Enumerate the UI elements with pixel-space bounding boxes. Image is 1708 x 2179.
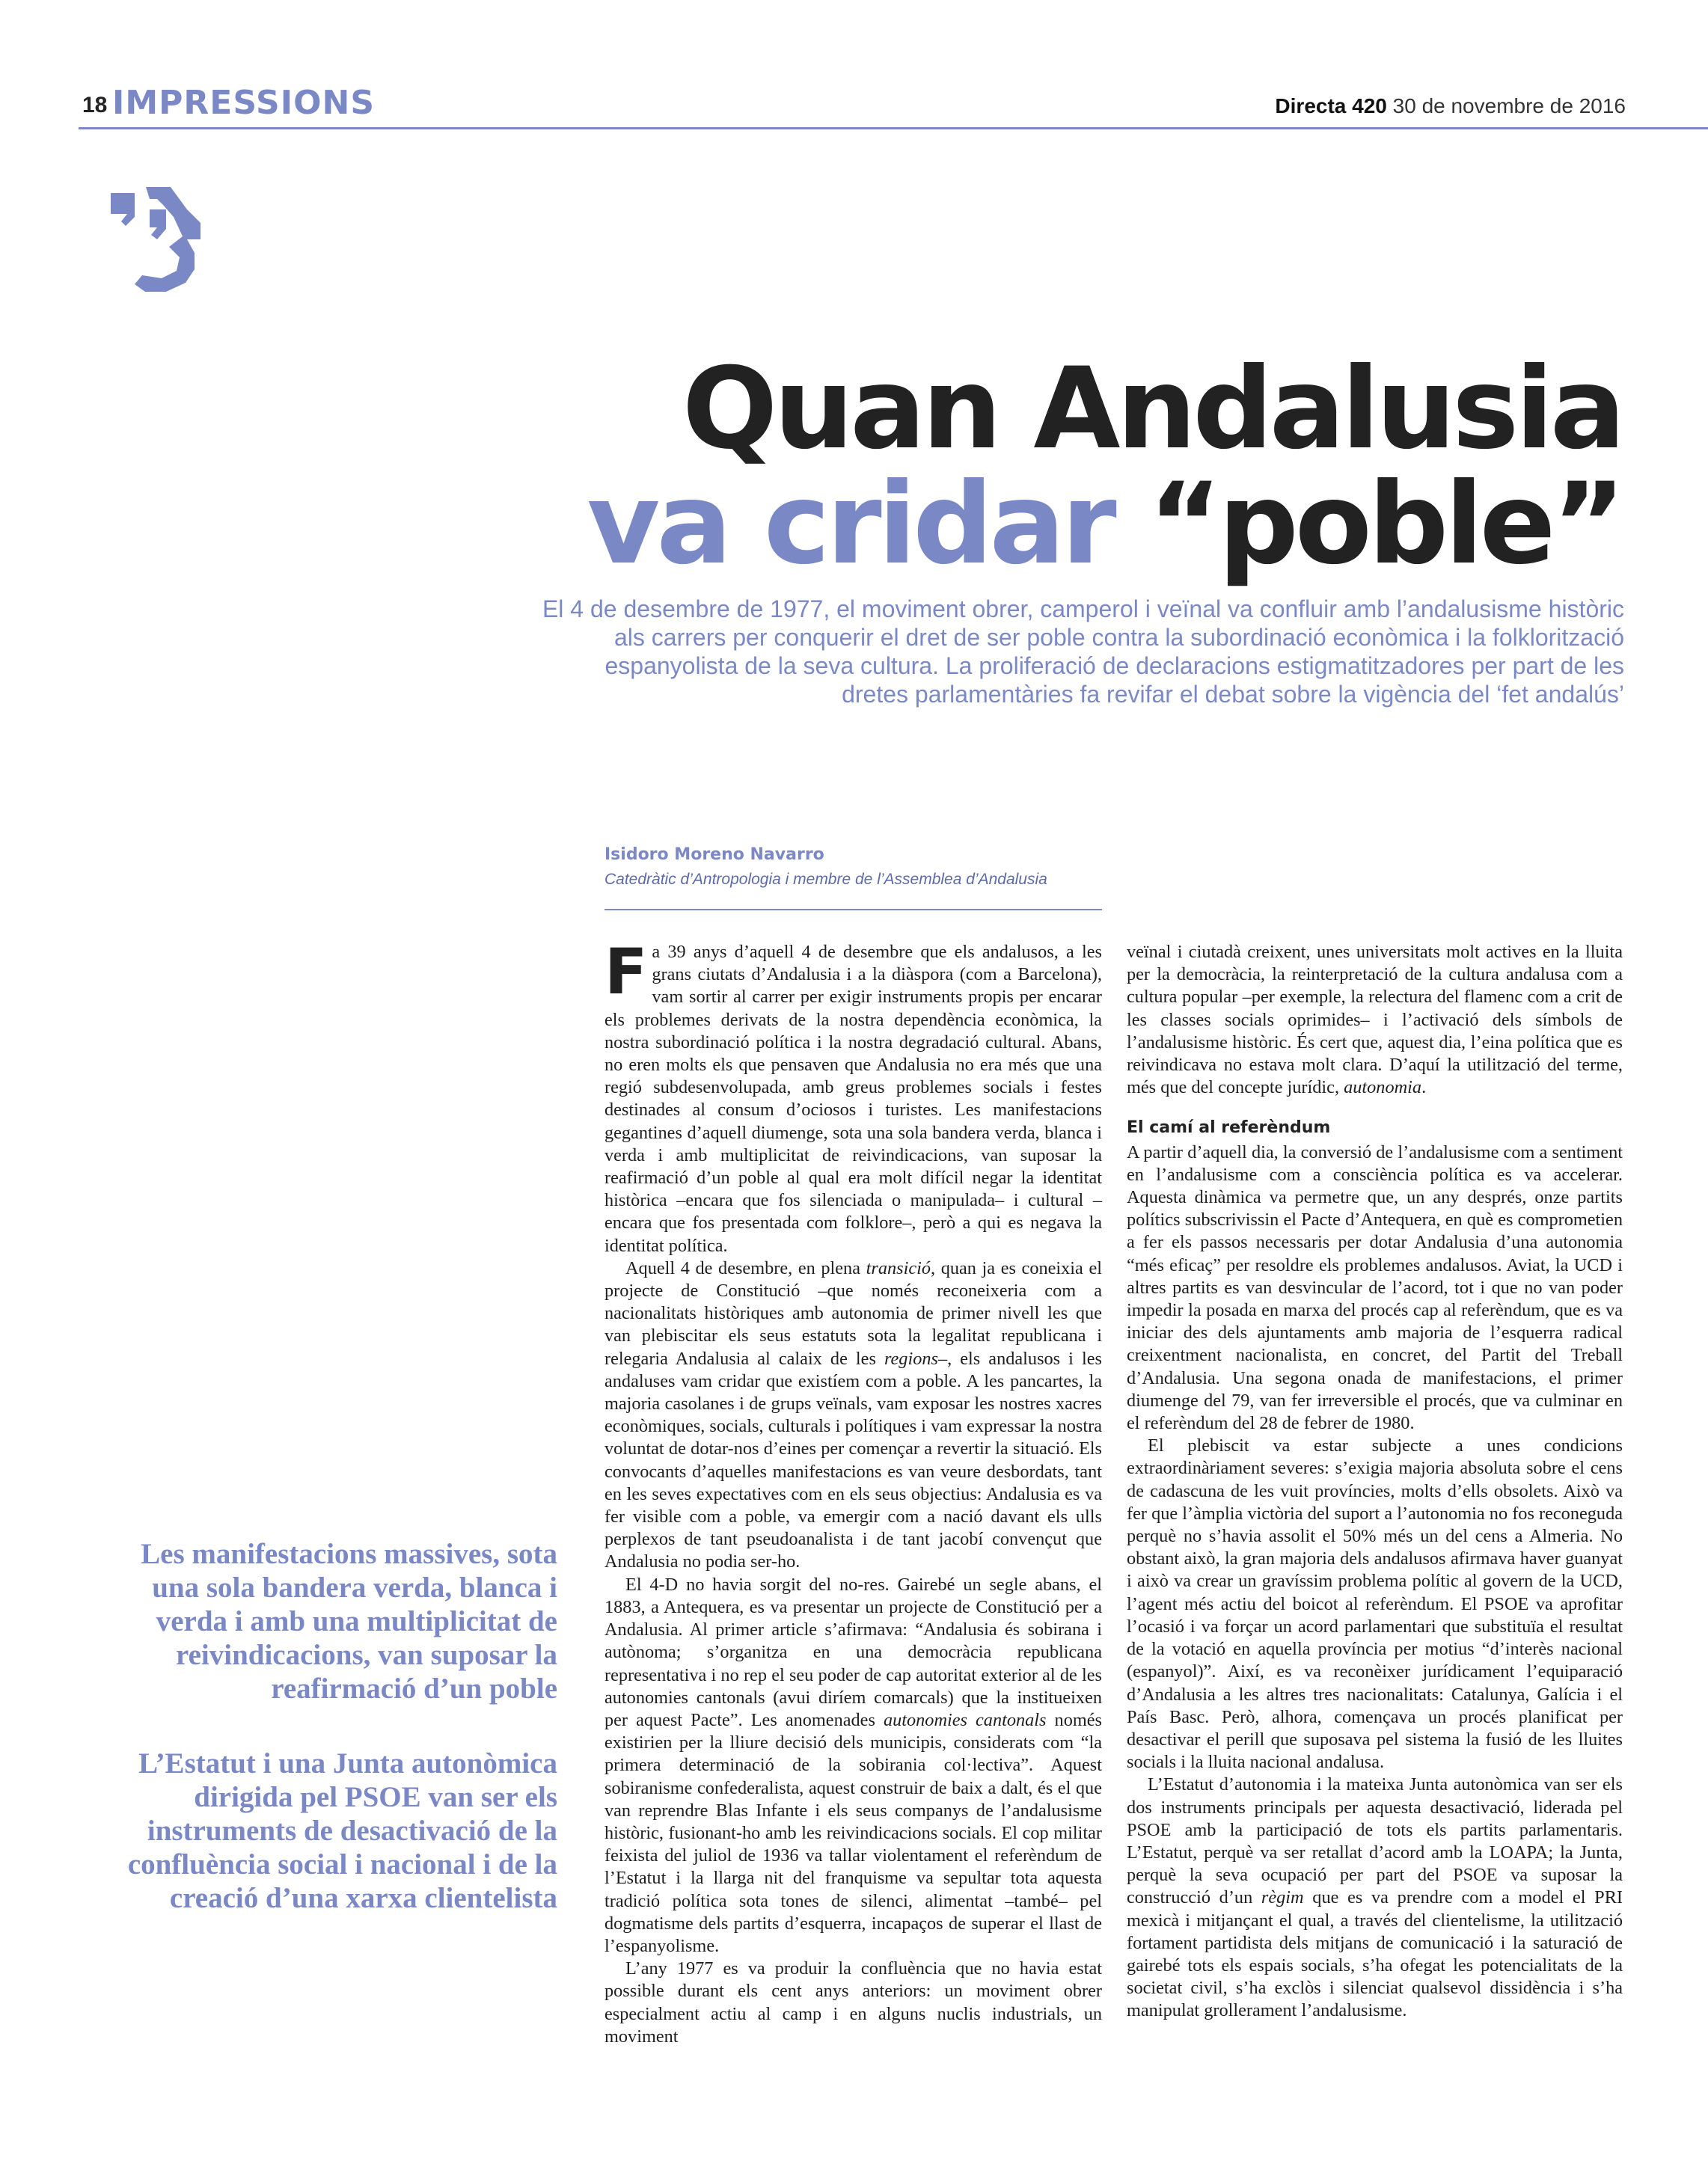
headline-line-1: Quan Andalusia: [682, 344, 1622, 474]
article-column-2: [1127, 941, 1623, 2023]
body-paragraph: El plebiscit va estar subjecte a unes condicions extraordinàriament severes: s’exigia majoria absoluta sobre el cens de cadascuna de les vuit províncies, molts d’ells obsolets. Això va fer que l’àmplia victòria del suport a l’autonomia no fos reconeguda perquè no s’havia assolit el 50% més un del cens a Almeria. No obstant això, la gran majoria dels andalusos afirmava haver guanyat i això va crear un gravíssim problema polític al govern de la UCD, l’agent més actiu del boicot al referèndum. El PSOE va aprofitar l’ocasió i va forçar un acord parlamentari que substituïa el resultat de la votació en aquella província per motius “d’interès nacional (espanyol)”. Així, es va reconèixer jurídicament l’equiparació d’Andalusia a les altres tres nacionalitats: Catalunya, Galícia i el País Basc. Però, alhora, començava un procés planificat per desactivar el perill que suposava pel sistema la fusió de les lluites socials i la lluita nacional andalusa.: [1127, 1435, 1623, 1773]
pull-quote: Les manifestacions massives, sota una sola bandera verda, blanca i verda i amb una multiplicitat de reivindicacions, van suposar la reafirmació d’un poble: [141, 1538, 557, 1705]
body-paragraph: veïnal i ciutadà creixent, unes universitats molt actives en la lluita per la democràcia, la reinterpretació de la cultura andalusa com a cultura popular –per exemple, la relectura del flamenc com a crit de les classes socials oprimides– i l’activació dels símbols de l’andalusisme històric. És cert que, aquest dia, l’eina política que es reivindicava no estava molt clara. D’aquí la utilització del terme, més que del concepte jurídic, autonomia.: [1127, 942, 1623, 1098]
header-rule: [79, 127, 1708, 129]
headline: [587, 344, 1622, 589]
face-profile-icon: [105, 180, 224, 307]
byline-rule: [604, 909, 1102, 910]
body-paragraph: El 4-D no havia sorgit del no-res. Gairebé un segle abans, el 1883, a Antequera, es va presentar un projecte de Constitució per a Andalusia. Al primer article s’afirmava: “Andalusia és sobirana i autònoma; s’organitza en una democràcia republicana representativa i no rep el seu poder de cap autoritat exterior al de les autonomies cantonals (avui diríem comarcals) que la institueixen per aquest Pacte”. Les anomenades autonomies cantonals només existirien per la lliure decisió dels municipis, considerats com “la primera determinació de la sobirania col·lectiva”. Aquest sobiranisme confederalista, aquest construir de baix a dalt, és el que van reprendre Blas Infante i els seus companys de l’andalusisme històric, fusionant-ho amb les reivindicacions socials. El cop militar feixista del juliol de 1936 va tallar violentament el referèndum de l’Estatut i la llarga nit del franquisme va sepultar tota aquesta tradició política sota tones de silenci, alimentat –també– pel dogmatisme dels partits d’esquerra, incapaços de superar el llast de l’espanyolisme.: [604, 1574, 1102, 1956]
standfirst: El 4 de desembre de 1977, el moviment obrer, camperol i veïnal va confluir amb l’andalusisme històric als carrers per conquerir el dret de ser poble contra la subordinació econòmica i la folklorització espanyolista de la seva cultura. La proliferació de declaracions estigmatitzadores per part de les dretes parlamentàries fa revifar el debat sobre la vigència del ‘fet andalús’: [542, 595, 1624, 708]
page-number: 18: [82, 93, 108, 117]
author-name: Isidoro Moreno Navarro: [604, 845, 824, 864]
body-paragraph: L’any 1977 es va produir la confluència que no havia estat possible durant els cent anys anteriors: un moviment obrer especialment actiu al camp i en alguns nuclis industrials, un moviment: [604, 1958, 1102, 2047]
publication-date: 30 de novembre de 2016: [1392, 94, 1626, 117]
headline-line-2-accent: va cridar: [587, 459, 1113, 589]
body-paragraph: L’Estatut d’autonomia i la mateixa Junta autonòmica van ser els dos instruments principals per aquesta desactivació, liderada pel PSOE amb la participació de tots els partits parlamentaris. L’Estatut, perquè va ser retallat d’acord amb la LOAPA; la Junta, perquè la seva ocupació per part del PSOE va suposar la construcció d’un règim que es va prendre com a model el PRI mexicà i mitjançant el qual, a través del clientelisme, la utilització fortament partidista dels mitjans de comunicació i la saturació de gairebé tots els espais socials, s’ha ofegat les potencialitats de la societat civil, s’ha exclòs i silenciat qualsevol dissidència i s’ha manipulat grollerament l’andalusisme.: [1127, 1774, 1623, 2021]
drop-cap: F: [604, 935, 648, 1008]
author-role: Catedràtic d’Antropologia i membre de l’Assemblea d’Andalusia: [604, 871, 1047, 888]
section-subhead: El camí al referèndum: [1127, 1118, 1331, 1138]
body-paragraph: A partir d’aquell dia, la conversió de l’andalusisme com a sentiment en l’andalusisme com a consciència política es va accelerar. Aquesta dinàmica va permetre que, un any després, onze partits polítics subscrivissin el Pacte d’Antequera, en què es comprometien a fer els passos necessaris per dotar Andalusia d’una autonomia “més eficaç” per resoldre els problemes andalusos. Aviat, la UCD i altres partits es van desvincular de l’acord, tot i que no van poder impedir la posada en marxa del procés cap al referèndum, que es va iniciar des dels ajuntaments amb majoria de l’esquerra radical creixentment nacionalista, en concret, del Partit del Treball d’Andalusia. Una segona onada de manifestacions, el primer diumenge del 79, van fer irreversible el procés, que va culminar en el referèndum del 28 de febrer de 1980.: [1127, 1141, 1623, 1434]
pull-quote: L’Estatut i una Junta autonòmica dirigida pel PSOE van ser els instruments de desactivació de la confluència social i nacional i de la creació d’una xarxa clientelista: [127, 1747, 557, 1914]
body-paragraph: Aquell 4 de desembre, en plena transició, quan ja es coneixia el projecte de Constitució –que només reconeixeria com a nacionalitats històriques amb autonomia de primer nivell les que van plebiscitar els seus estatuts sota la legalitat republicana i relegaria Andalusia al calaix de les regions–, els andalusos i les andaluses vam cridar que existíem com a poble. A les pancartes, la majoria casolanes i de grups veïnals, vam exposar les nostres xacres econòmiques, socials, culturals i polítiques i vam expressar la nostra voluntat de dotar-nos d’eines per començar a revertir la situació. Els convocants d’aquelles manifestacions es van veure desbordats, tant en les seves expectatives com en els seus objectius: Andalusia es va fer visible com a poble, va emergir com a nació davant els ulls perplexos de tant pseudoanalista i de tant jacobí convençut que Andalusia no podia ser-ho.: [604, 1257, 1102, 1572]
publication-info: [1275, 94, 1626, 118]
article-column-1: [604, 935, 1102, 2048]
headline-line-2-dark: “poble”: [1112, 459, 1622, 589]
body-paragraph: Fa 39 anys d’aquell 4 de desembre que els andalusos, a les grans ciutats d’Andalusia i a la diàspora (com a Barcelona), vam sortir al carrer per exigir instruments propis per encarar els problemes derivats de la nostra dependència econòmica, la nostra subordinació política i la nostra degradació cultural. Abans, no eren molts els que pensaven que Andalusia no era més que una regió subdesenvolupada, amb greus problemes socials i festes destinades al consum d’ociosos i turistes. Les manifestacions gegantines d’aquell diumenge, sota una sola bandera verda, blanca i verda i amb multiplicitat de reivindicacions, van suposar la reafirmació d’un poble al qual era molt difícil negar la identitat històrica –encara que fos silenciada o manipulada– i cultural –encara que fos presentada com folklore–, però a qui es negava la identitat política.: [604, 935, 1102, 1256]
publication-name: Directa 420: [1275, 94, 1387, 117]
section-title: IMPRESSIONS: [112, 84, 376, 122]
